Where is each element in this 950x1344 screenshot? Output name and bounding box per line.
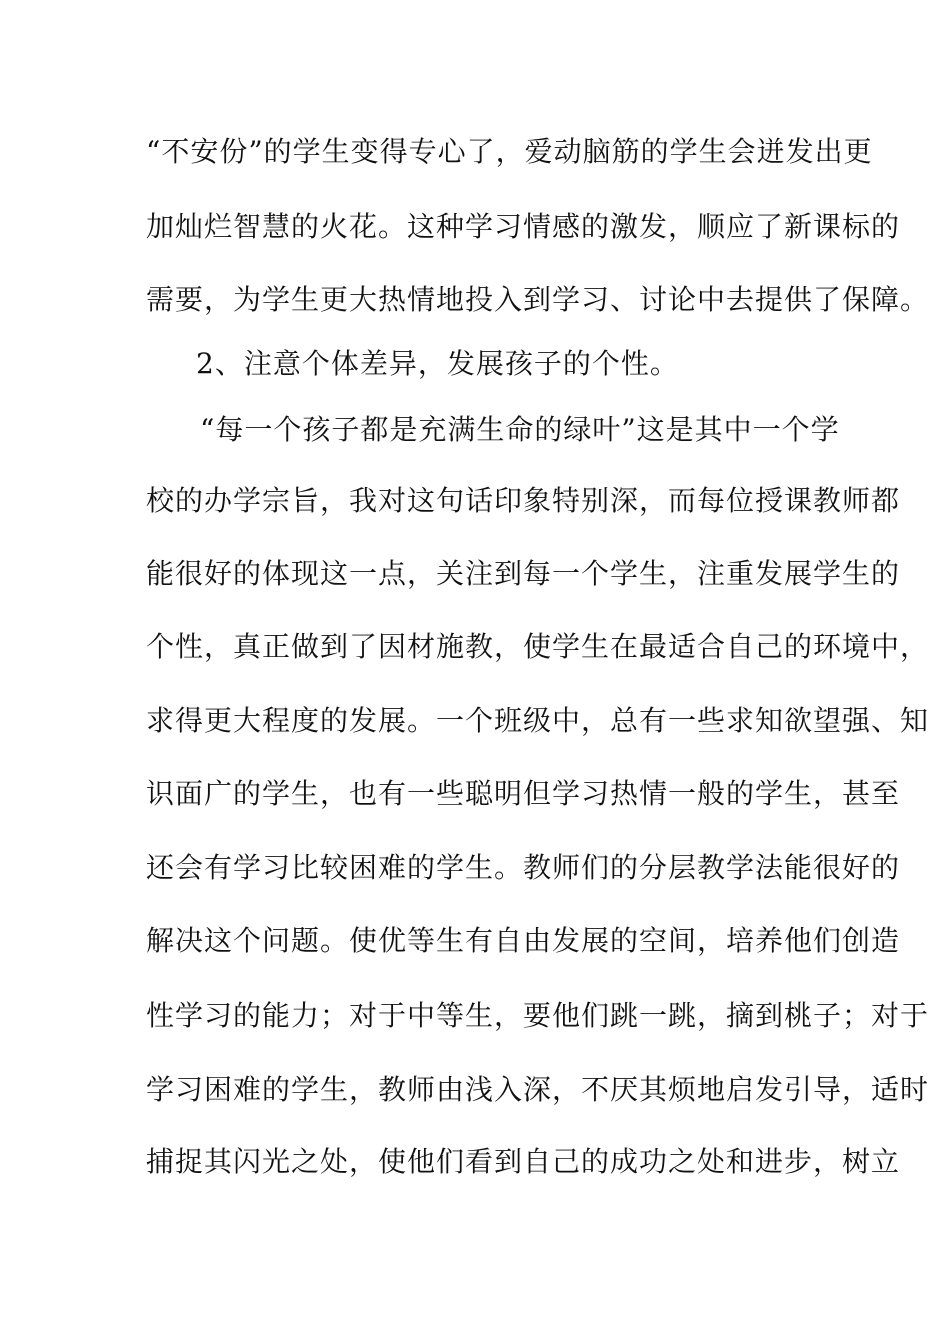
paragraph-line: 能很好的体现这一点，关注到每一个学生，注重发展学生的 xyxy=(146,557,901,590)
paragraph-line: 识面广的学生，也有一些聪明但学习热情一般的学生，甚至 xyxy=(146,777,901,810)
paragraph-line: 还会有学习比较困难的学生。教师们的分层教学法能很好的 xyxy=(146,851,901,884)
paragraph-line: 捕捉其闪光之处，使他们看到自己的成功之处和进步，树立 xyxy=(146,1145,901,1178)
paragraph-line: “每一个孩子都是充满生命的绿叶”这是其中一个学 xyxy=(200,413,840,446)
paragraph-line: 性学习的能力；对于中等生，要他们跳一跳，摘到桃子；对于 xyxy=(146,999,930,1032)
paragraph-line: 校的办学宗旨，我对这句话印象特别深，而每位授课教师都 xyxy=(146,484,901,517)
paragraph-line: 求得更大程度的发展。一个班级中，总有一些求知欲望强、知 xyxy=(146,704,930,737)
paragraph-line: 需要，为学生更大热情地投入到学习、讨论中去提供了保障。 xyxy=(146,283,930,316)
paragraph-line: 加灿烂智慧的火花。这种学习情感的激发，顺应了新课标的 xyxy=(146,210,901,243)
paragraph-line: 解决这个问题。使优等生有自由发展的空间，培养他们创造 xyxy=(146,924,901,957)
paragraph-line: 个性，真正做到了因材施教，使学生在最适合自己的环境中， xyxy=(146,630,930,663)
section-heading: 2、注意个体差异，发展孩子的个性。 xyxy=(196,347,679,380)
paragraph-line: 学习困难的学生，教师由浅入深，不厌其烦地启发引导，适时 xyxy=(146,1073,930,1106)
paragraph-line: “不安份”的学生变得专心了，爱动脑筋的学生会迸发出更 xyxy=(146,135,873,168)
